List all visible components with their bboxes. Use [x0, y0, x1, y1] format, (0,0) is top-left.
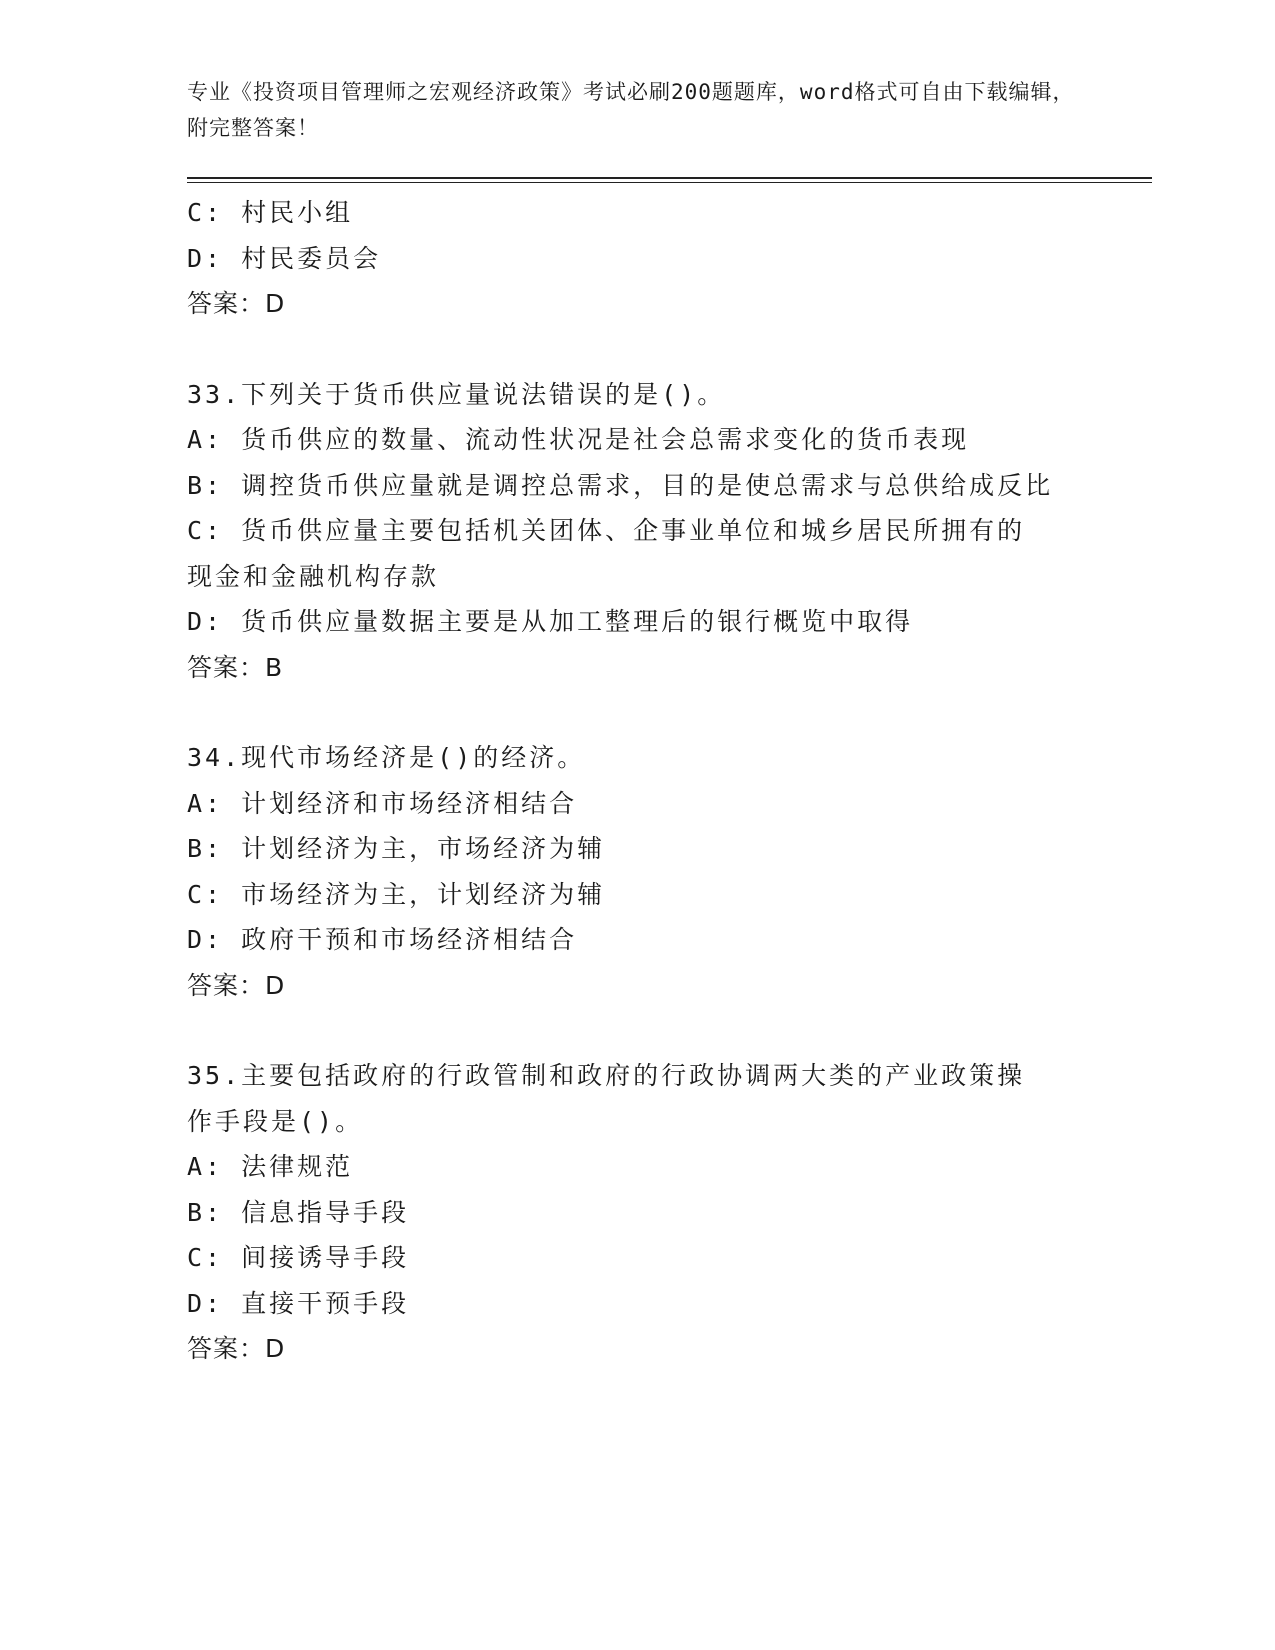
question-stem: 35.主要包括政府的行政管制和政府的行政协调两大类的产业政策操作手段是()。 [187, 1061, 1026, 1136]
option-a: A: 计划经济和市场经济相结合 [187, 788, 578, 818]
option-c: C: 市场经济为主，计划经济为辅 [187, 879, 606, 909]
option-d: D: 村民委员会 [187, 243, 382, 273]
option-a: A: 货币供应的数量、流动性状况是社会总需求变化的货币表现 [187, 425, 970, 454]
question-stem: 34.现代市场经济是()的经济。 [187, 743, 586, 772]
document-header: 专业《投资项目管理师之宏观经济政策》考试必刷200题题库，word格式可自由下载编辑，附完整答案！ [187, 80, 1075, 140]
option-a: A: 法律规范 [187, 1152, 354, 1181]
option-c: C: 间接诱导手段 [187, 1243, 410, 1272]
option-c: C: 村民小组 [187, 198, 354, 227]
option-d: D: 货币供应量数据主要是从加工整理后的银行概览中取得 [187, 607, 914, 636]
question-35 [187, 1053, 1087, 1372]
header-divider-thin [187, 182, 1152, 183]
option-d: D: 政府干预和市场经济相结合 [187, 925, 578, 954]
answer: 答案：D [187, 289, 286, 318]
answer: 答案：D [187, 970, 286, 1000]
option-c: C: 货币供应量主要包括机关团体、企事业单位和城乡居民所拥有的现金和金融机构存款 [187, 516, 1026, 591]
answer: 答案：D [187, 1334, 286, 1363]
option-b: B: 调控货币供应量就是调控总需求，目的是使总需求与总供给成反比 [187, 470, 1054, 500]
question-33 [187, 372, 1087, 691]
answer: 答案：B [187, 652, 284, 682]
header-divider-thick [187, 177, 1152, 179]
question-34 [187, 735, 1087, 1008]
option-b: B: 信息指导手段 [187, 1197, 410, 1227]
previous-question-tail [187, 190, 1087, 327]
option-b: B: 计划经济为主，市场经济为辅 [187, 834, 606, 863]
question-content [187, 190, 1087, 1372]
option-d: D: 直接干预手段 [187, 1288, 410, 1318]
question-stem: 33.下列关于货币供应量说法错误的是()。 [187, 379, 726, 409]
